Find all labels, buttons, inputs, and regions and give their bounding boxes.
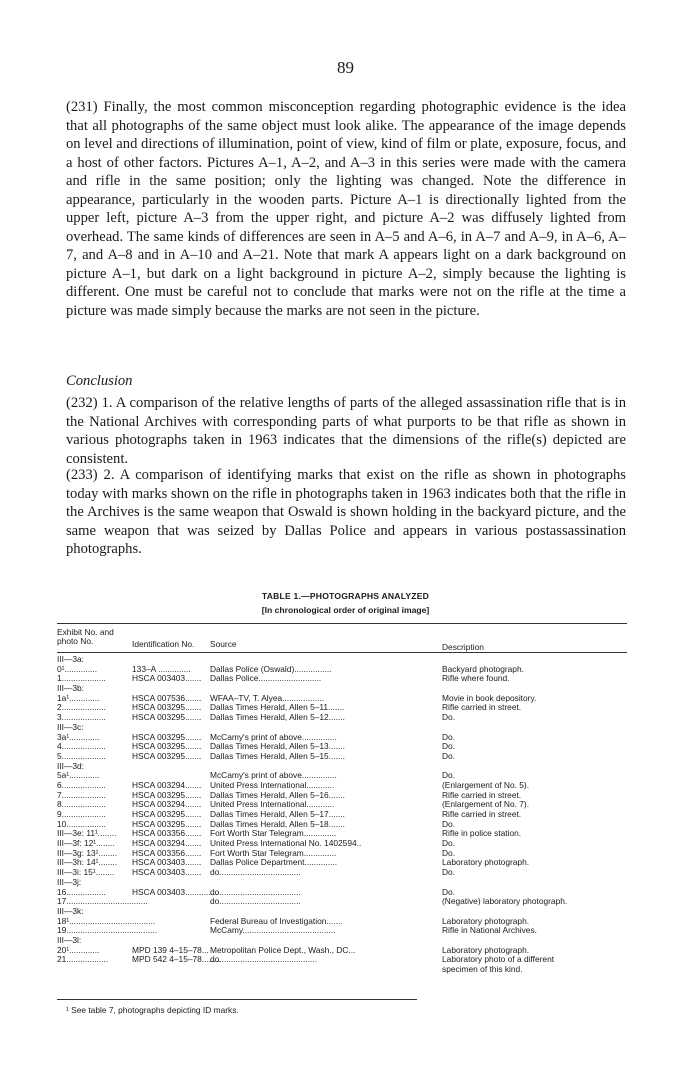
source-cell: McCamy's print of above............... bbox=[210, 770, 337, 781]
exhibit-cell: 10................. bbox=[57, 818, 106, 829]
header-source: Source bbox=[210, 639, 237, 649]
identification-cell: HSCA 003294....... bbox=[132, 799, 202, 810]
identification-cell: HSCA 003356....... bbox=[132, 847, 202, 858]
identification-cell: HSCA 003403....... bbox=[132, 857, 202, 868]
description-cell: Do. bbox=[442, 750, 456, 761]
source-cell: Dallas Police........................... bbox=[210, 673, 322, 684]
footnote: ¹ See table 7, photographs depicting ID marks. bbox=[66, 1005, 239, 1015]
header-description: Description bbox=[442, 642, 484, 652]
exhibit-cell: 4................... bbox=[57, 741, 106, 752]
identification-cell: HSCA 003403.............. bbox=[132, 886, 218, 897]
table-row bbox=[57, 683, 637, 693]
description-cell: Laboratory photograph. bbox=[442, 915, 530, 926]
table-row bbox=[57, 925, 637, 935]
table-row bbox=[57, 741, 637, 751]
table-body bbox=[57, 654, 637, 974]
source-cell: Fort Worth Star Telegram.............. bbox=[210, 828, 337, 839]
identification-cell: HSCA 003294....... bbox=[132, 838, 202, 849]
identification-cell: HSCA 003295....... bbox=[132, 789, 202, 800]
identification-cell: HSCA 003295....... bbox=[132, 712, 202, 723]
identification-cell: HSCA 003295....... bbox=[132, 809, 202, 819]
exhibit-cell: 21.................. bbox=[57, 954, 109, 965]
description-cell: (Negative) laboratory photograph. bbox=[442, 896, 568, 907]
table-row bbox=[57, 877, 637, 887]
table-row bbox=[57, 712, 637, 722]
table-row bbox=[57, 702, 637, 712]
source-cell: Federal Bureau of Investigation....... bbox=[210, 915, 343, 926]
table-header-rule bbox=[57, 652, 627, 653]
table-row bbox=[57, 673, 637, 683]
description-cell: (Enlargement of No. 7). bbox=[442, 799, 530, 810]
table-row bbox=[57, 761, 637, 771]
identification-cell: HSCA 007536....... bbox=[132, 692, 202, 703]
identification-cell: HSCA 003403....... bbox=[132, 867, 202, 878]
exhibit-cell: 18¹..................................... bbox=[57, 915, 156, 926]
source-cell: Dallas Times Herald, Allen 5–18....... bbox=[210, 818, 345, 829]
source-cell: Dallas Times Herald, Allen 5–15....... bbox=[210, 750, 345, 761]
exhibit-cell: 20¹............. bbox=[57, 944, 100, 955]
header-exhibit-line1: Exhibit No. and bbox=[57, 627, 114, 637]
exhibit-cell: 9................... bbox=[57, 809, 106, 819]
table-row bbox=[57, 945, 637, 955]
table-row bbox=[57, 906, 637, 916]
description-cell: Do. bbox=[442, 818, 456, 829]
description-cell: Do. bbox=[442, 770, 456, 781]
exhibit-cell: 3................... bbox=[57, 712, 106, 723]
identification-cell: HSCA 003403....... bbox=[132, 673, 202, 684]
source-cell: Fort Worth Star Telegram.............. bbox=[210, 847, 337, 858]
identification-cell: HSCA 003295....... bbox=[132, 741, 202, 752]
exhibit-cell: III—3h: 14¹........ bbox=[57, 857, 118, 868]
identification-cell: MPD 542 4–15–78........ bbox=[132, 954, 221, 965]
table-row bbox=[57, 828, 637, 838]
source-cell: United Press International............ bbox=[210, 779, 335, 790]
description-cell: Do. bbox=[442, 741, 456, 752]
source-cell: Dallas Times Herald, Allen 5–16....... bbox=[210, 789, 345, 800]
description-cell: Backyard photograph. bbox=[442, 663, 524, 674]
description-cell: Laboratory photograph. bbox=[442, 857, 530, 868]
paragraph-232: (232) 1. A comparison of the relative lengths of parts of the alleged assassination rifle that is in the National Archives with corresponding parts of what purports to be that rifle as shown in various photographs taken in 1963 indicates that the dimensions of the rifle(s) depicted are consistent. bbox=[66, 395, 626, 467]
identification-cell: HSCA 003295....... bbox=[132, 731, 202, 742]
table-row bbox=[57, 857, 637, 867]
header-identification: Identification No. bbox=[132, 639, 195, 649]
exhibit-cell: III—3e: 11¹........ bbox=[57, 828, 117, 839]
table-row bbox=[57, 751, 637, 761]
table-row bbox=[57, 867, 637, 877]
footnote-rule bbox=[57, 999, 417, 1000]
exhibit-cell: III—3i: 15¹........ bbox=[57, 867, 115, 878]
table-row bbox=[57, 848, 637, 858]
table-row bbox=[57, 722, 637, 732]
exhibit-cell: 3a¹............. bbox=[57, 731, 100, 742]
source-cell: Dallas Police Department.............. bbox=[210, 857, 338, 868]
table-row bbox=[57, 896, 637, 906]
exhibit-cell: III—3d: bbox=[57, 760, 84, 771]
exhibit-cell: 1a¹............. bbox=[57, 692, 100, 703]
table-row bbox=[57, 664, 637, 674]
exhibit-cell: III—3a: bbox=[57, 654, 84, 664]
table-row bbox=[57, 887, 637, 897]
exhibit-cell: 5a¹............. bbox=[57, 770, 100, 781]
exhibit-cell: III—3g: 13¹........ bbox=[57, 847, 118, 858]
table-row bbox=[57, 954, 637, 964]
description-cell: Rifle in National Archives. bbox=[442, 925, 537, 936]
description-cell: Rifle carried in street. bbox=[442, 702, 522, 713]
source-cell: Dallas Police (Oswald)................ bbox=[210, 663, 332, 674]
table-subtitle: [In chronological order of original image] bbox=[261, 605, 430, 615]
paragraph-231: (231) Finally, the most common misconception regarding photographic evidence is the idea that all photographs of the same object must look alike. The appearance of the image depends on level and directions of illumination, point of view, kind of film or plate, exposure, focus, and a host of other factors. Pictures A–1, A–2, and A–3 in this series were made with the camera and rifle in the same position; only the lighting was changed. Note the difference in appearance, particularly in the wooden parts. Picture A–1 is directionally lighted from the upper left, picture A–3 from the upper right, and picture A–2 was diffusely lighted from overhead. The same kinds of differences are seen in A–5 and A–6, in A–7 and A–9, in A–6, A–7, and A–8 and in A–10 and A–21. Note that mark A appears light on a dark background on picture A–1, but dark on a light background in picture A–2, simply because the lighting is different. One must be careful not to conclude that marks were not on the rifle at the time a picture was made simply because the marks are not seen in the picture. bbox=[66, 99, 626, 319]
table-row bbox=[57, 838, 637, 848]
exhibit-cell: 0¹.............. bbox=[57, 663, 98, 674]
source-cell: Dallas Times Herald, Allen 5–13....... bbox=[210, 741, 345, 752]
table-row bbox=[57, 654, 637, 664]
table-row bbox=[57, 732, 637, 742]
identification-cell: HSCA 003295....... bbox=[132, 818, 202, 829]
exhibit-cell: III—3j: bbox=[57, 876, 82, 887]
description-cell: specimen of this kind. bbox=[442, 964, 523, 974]
identification-cell: HSCA 003295....... bbox=[132, 750, 202, 761]
source-cell: United Press International............ bbox=[210, 799, 335, 810]
table-top-rule bbox=[57, 623, 627, 624]
source-cell: Dallas Times Herald, Allen 5–11....... bbox=[210, 702, 345, 713]
table-row bbox=[57, 780, 637, 790]
source-cell: United Press International No. 1402594.. bbox=[210, 838, 362, 849]
table-row bbox=[57, 916, 637, 926]
description-cell: Rifle in police station. bbox=[442, 828, 522, 839]
table-row bbox=[57, 964, 637, 974]
table-title: TABLE 1.—PHOTOGRAPHS ANALYZED bbox=[261, 591, 430, 601]
source-cell: McCamy........................................ bbox=[210, 925, 336, 936]
exhibit-cell: 2................... bbox=[57, 702, 106, 713]
exhibit-cell: III—3l: bbox=[57, 934, 82, 945]
identification-cell: 133–A .............. bbox=[132, 663, 191, 674]
table-row bbox=[57, 790, 637, 800]
source-cell: do................................... bbox=[210, 867, 301, 878]
exhibit-cell: III—3k: bbox=[57, 905, 84, 916]
description-cell: Do. bbox=[442, 731, 456, 742]
source-cell: do................................... bbox=[210, 886, 301, 897]
source-cell: do.......................................... bbox=[210, 954, 318, 965]
description-cell: Rifle where found. bbox=[442, 673, 510, 684]
identification-cell: HSCA 003356....... bbox=[132, 828, 202, 839]
table-row bbox=[57, 819, 637, 829]
exhibit-cell: 1................... bbox=[57, 673, 106, 684]
description-cell: Laboratory photo of a different bbox=[442, 954, 555, 965]
table-row bbox=[57, 935, 637, 945]
description-cell: Do. bbox=[442, 847, 456, 858]
exhibit-cell: 19....................................... bbox=[57, 925, 158, 936]
exhibit-cell: 8................... bbox=[57, 799, 106, 810]
source-cell: Dallas Times Herald, Allen 5–12....... bbox=[210, 712, 345, 723]
description-cell: Rifle carried in street. bbox=[442, 789, 522, 800]
source-cell: McCamy's print of above............... bbox=[210, 731, 337, 742]
page-number: 89 bbox=[337, 58, 354, 77]
exhibit-cell: III—3f: 12¹........ bbox=[57, 838, 115, 849]
description-cell: (Enlargement of No. 5). bbox=[442, 779, 530, 790]
table-row bbox=[57, 770, 637, 780]
source-cell: WFAA–TV, T. Alyea.................. bbox=[210, 692, 325, 703]
description-cell: Rifle carried in street. bbox=[442, 809, 522, 819]
source-cell: Metropolitan Police Dept., Wash., DC... bbox=[210, 944, 356, 955]
exhibit-cell: 7................... bbox=[57, 789, 106, 800]
conclusion-heading: Conclusion bbox=[66, 373, 133, 389]
exhibit-cell: III—3c: bbox=[57, 721, 84, 732]
description-cell: Do. bbox=[442, 867, 456, 878]
table-row bbox=[57, 799, 637, 809]
description-cell: Do. bbox=[442, 712, 456, 723]
identification-cell: HSCA 003295....... bbox=[132, 702, 202, 713]
description-cell: Do. bbox=[442, 886, 456, 897]
exhibit-cell: 17................................... bbox=[57, 896, 148, 907]
paragraph-233: (233) 2. A comparison of identifying marks that exist on the rifle as shown in photographs today with marks shown on the rifle in photographs taken in 1963 indicates both that the rifle in the Archives is the same weapon that Oswald is shown holding in the backyard picture, and the same weapon that was seized by Dallas Police and appears in various postassassination photographs. bbox=[66, 467, 626, 557]
exhibit-cell: 5................... bbox=[57, 750, 106, 761]
exhibit-cell: III—3b: bbox=[57, 683, 84, 694]
description-cell: Do. bbox=[442, 838, 456, 849]
description-cell: Movie in book depository. bbox=[442, 692, 537, 703]
table-row bbox=[57, 693, 637, 703]
description-cell: Laboratory photograph. bbox=[442, 944, 530, 955]
exhibit-cell: 16................. bbox=[57, 886, 106, 897]
identification-cell: HSCA 003294....... bbox=[132, 779, 202, 790]
exhibit-cell: 6................... bbox=[57, 779, 106, 790]
source-cell: do................................... bbox=[210, 896, 301, 907]
table-row bbox=[57, 809, 637, 819]
source-cell: Dallas Times Herald, Allen 5–17....... bbox=[210, 809, 345, 819]
header-exhibit-line2: photo No. bbox=[57, 636, 94, 646]
identification-cell: MPD 139 4–15–78... bbox=[132, 944, 209, 955]
